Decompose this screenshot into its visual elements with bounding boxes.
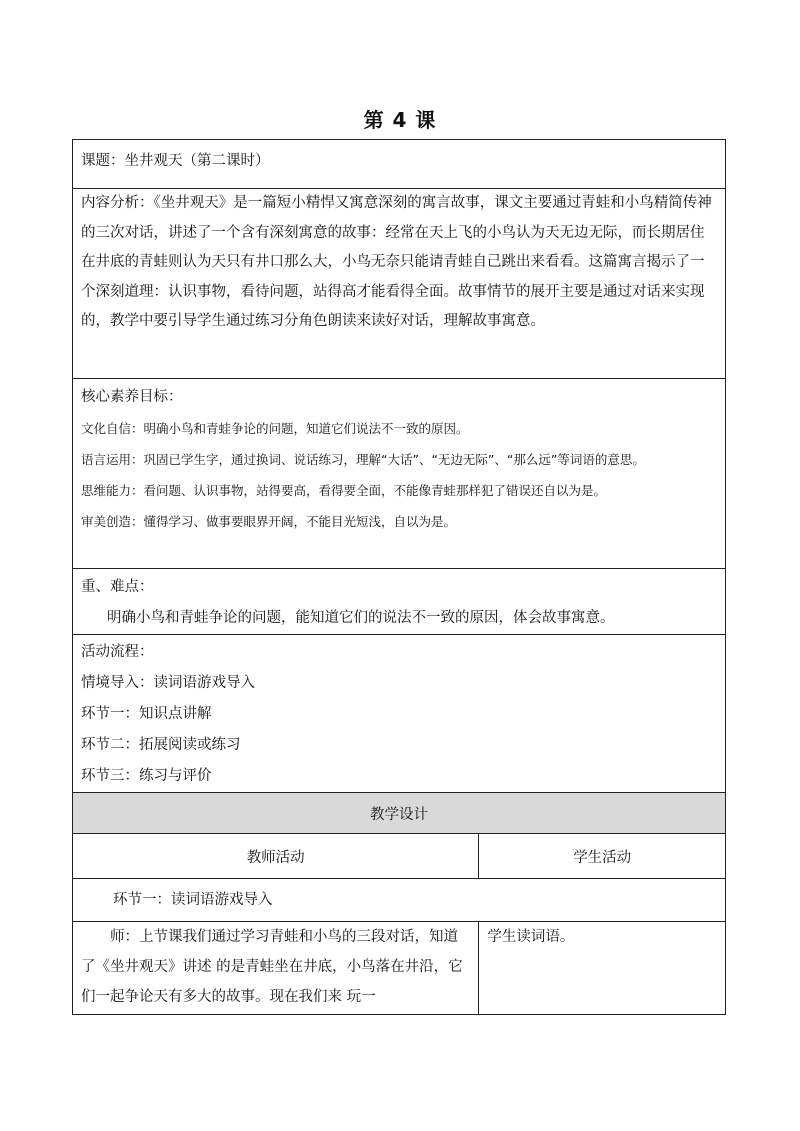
activity-step: 环节一：知识点讲解 xyxy=(81,706,212,722)
activity-step: 环节三：练习与评价 xyxy=(81,768,212,784)
activity-row xyxy=(73,635,726,793)
student-column-header: 学生活动 xyxy=(479,834,726,879)
key-points-row xyxy=(73,569,726,635)
literacy-item: 思维能力：看问题、认识事物，站得要高，看得要全面，不能像青蛙那样犯了错误还自以为是。 xyxy=(81,483,607,498)
activity-step: 情境导入：读词语游戏导入 xyxy=(81,675,255,691)
teacher-activity-text: 师：上节课我们通过学习青蛙和小鸟的三段对话，知道了《坐井观天》讲述 的是青蛙坐在井底，小鸟落在井沿，它们一起争论天有多大的故事。现在我们来 玩一 xyxy=(73,922,479,1015)
key-points-heading: 重、难点： xyxy=(81,579,154,595)
literacy-heading: 核心素养目标： xyxy=(81,389,183,405)
topic-row xyxy=(73,140,726,189)
lesson-title: 第 4 课 xyxy=(363,108,437,132)
activity-detail-row xyxy=(73,922,726,1015)
design-heading: 教学设计 xyxy=(73,793,726,834)
literacy-item: 文化自信：明确小鸟和青蛙争论的问题，知道它们说法不一致的原因。 xyxy=(81,421,469,436)
literacy-row xyxy=(73,379,726,569)
activity-step: 环节二：拓展阅读或练习 xyxy=(81,737,241,753)
analysis-row xyxy=(73,189,726,379)
key-points-text: 明确小鸟和青蛙争论的问题，能知道它们的说法不一致的原因，体会故事寓意。 xyxy=(107,610,615,626)
activity-heading: 活动流程： xyxy=(81,644,154,660)
column-header-row xyxy=(73,834,726,879)
segment-title: 环节一：读词语游戏导入 xyxy=(73,879,726,922)
analysis-text: 内容分析：《坐井观天》是一篇短小精悍又寓意深刻的寓言故事，课文主要通过青蛙和小鸟精简传神的三次对话，讲述了一个含有深刻寓意的故事：经常在天上飞的小鸟认为天无边无际，而长期居住在井底的青蛙则认为天只有井口那么大，小鸟无奈只能请青蛙自己跳出来看看。这篇寓言揭示了一个深刻道理：认识事物，看待问题，站得高才能看得全面。故事情节的展开主要是通过对话来实现的，教学中要引导学生通过练习分角色朗读来读好对话，理解故事寓意。 xyxy=(73,189,726,379)
literacy-item: 语言运用：巩固已学生字，通过换词、说话练习，理解“大话”、“无边无际”、“那么远”等词语的意思。 xyxy=(81,452,645,467)
student-activity-text: 学生读词语。 xyxy=(479,922,726,1015)
topic-text: 课题：坐井观天（第二课时） xyxy=(73,140,726,189)
design-header-row xyxy=(73,793,726,834)
lesson-plan-table xyxy=(72,139,726,1015)
literacy-item: 审美创造：懂得学习、做事要眼界开阔，不能目光短浅，自以为是。 xyxy=(81,514,457,529)
segment-row xyxy=(73,879,726,922)
teacher-column-header: 教师活动 xyxy=(73,834,479,879)
